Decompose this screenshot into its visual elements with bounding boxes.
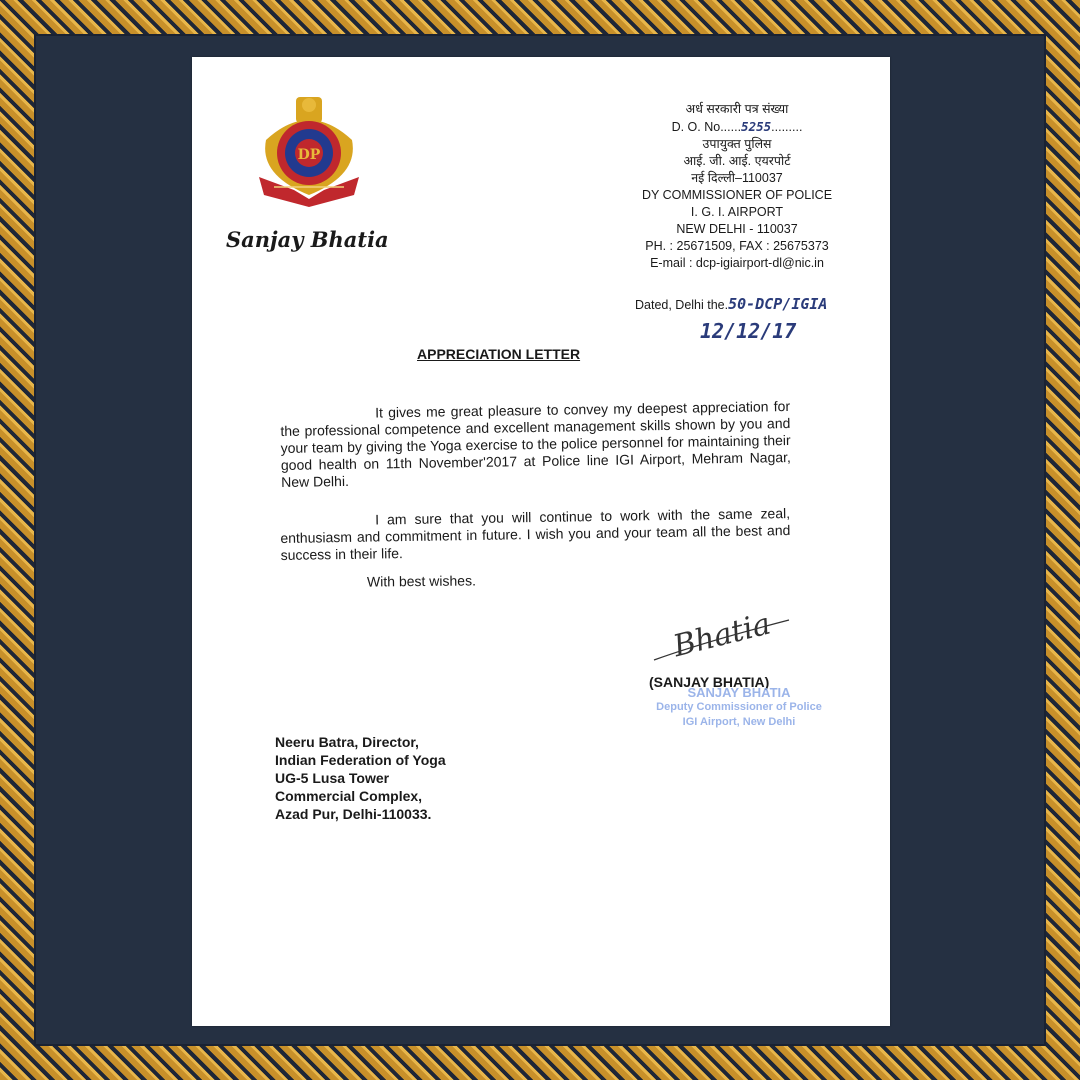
office-email: E-mail : dcp-igiairport-dl@nic.in (650, 256, 824, 270)
reference-number: 50-DCP/IGIA (728, 295, 828, 313)
paragraph-1: It gives me great pleasure to convey my deepest appreciation for the professional competence and excellent management skills shown by you and your team by giving the Yoga exercise to the police personnel for maintaining their good health on 11th November'2017 at Police line IGI Airport, Mehram Nagar, New Delhi. (280, 397, 791, 490)
recipient-address (275, 733, 446, 823)
recipient-line: Azad Pur, Delhi-110033. (275, 806, 432, 822)
office-org: I. G. I. AIRPORT (690, 205, 784, 219)
recipient-line: Neeru Batra, Director, (275, 734, 419, 750)
dated-label: Dated, Delhi the (635, 298, 725, 312)
recipient-line: Indian Federation of Yoga (275, 752, 446, 768)
hindi-do-label: अर्ध सरकारी पत्र संख्या (685, 102, 789, 116)
delhi-police-emblem-icon (254, 95, 364, 215)
stamp-name: SANJAY BHATIA (687, 685, 791, 700)
paragraph-2: I am sure that you will continue to work with the same zeal, enthusiasm and commitment in future. I wish you and your team all the best and success in their life. (280, 504, 791, 563)
do-number: 5255 (741, 119, 772, 134)
handwritten-signature (644, 602, 794, 672)
svg-text:DP: DP (297, 147, 321, 163)
stamp-location: IGI Airport, New Delhi (682, 716, 796, 728)
letter-document (192, 57, 890, 1026)
hindi-title: उपायुक्त पुलिस (702, 137, 772, 151)
signature-text: Bhatia (669, 606, 775, 665)
office-title: DY COMMISSIONER OF POLICE (641, 188, 833, 202)
letterhead-name: Sanjay Bhatia (226, 227, 389, 252)
office-city: NEW DELHI - 110037 (676, 222, 798, 236)
recipient-line: UG-5 Lusa Tower (275, 770, 390, 786)
official-stamp (644, 685, 834, 730)
office-address-block (617, 101, 857, 272)
signatory-name: (SANJAY BHATIA) (649, 674, 770, 690)
hindi-city: नई दिल्ली–110037 (691, 171, 783, 185)
hindi-org: आई. जी. आई. एयरपोर्ट (683, 154, 791, 168)
do-number-line: D. O. No......5255......... (671, 119, 803, 134)
closing: With best wishes. (366, 572, 477, 590)
office-phone: PH. : 25671509, FAX : 25675373 (645, 239, 829, 253)
recipient-line: Commercial Complex, (275, 788, 423, 804)
stamp-designation: Deputy Commissioner of Police (656, 701, 822, 713)
letter-title: APPRECIATION LETTER (417, 346, 581, 362)
letter-date: 12/12/17 (700, 319, 797, 343)
dated-line: Dated, Delhi the.50-DCP/IGIA (635, 295, 828, 313)
